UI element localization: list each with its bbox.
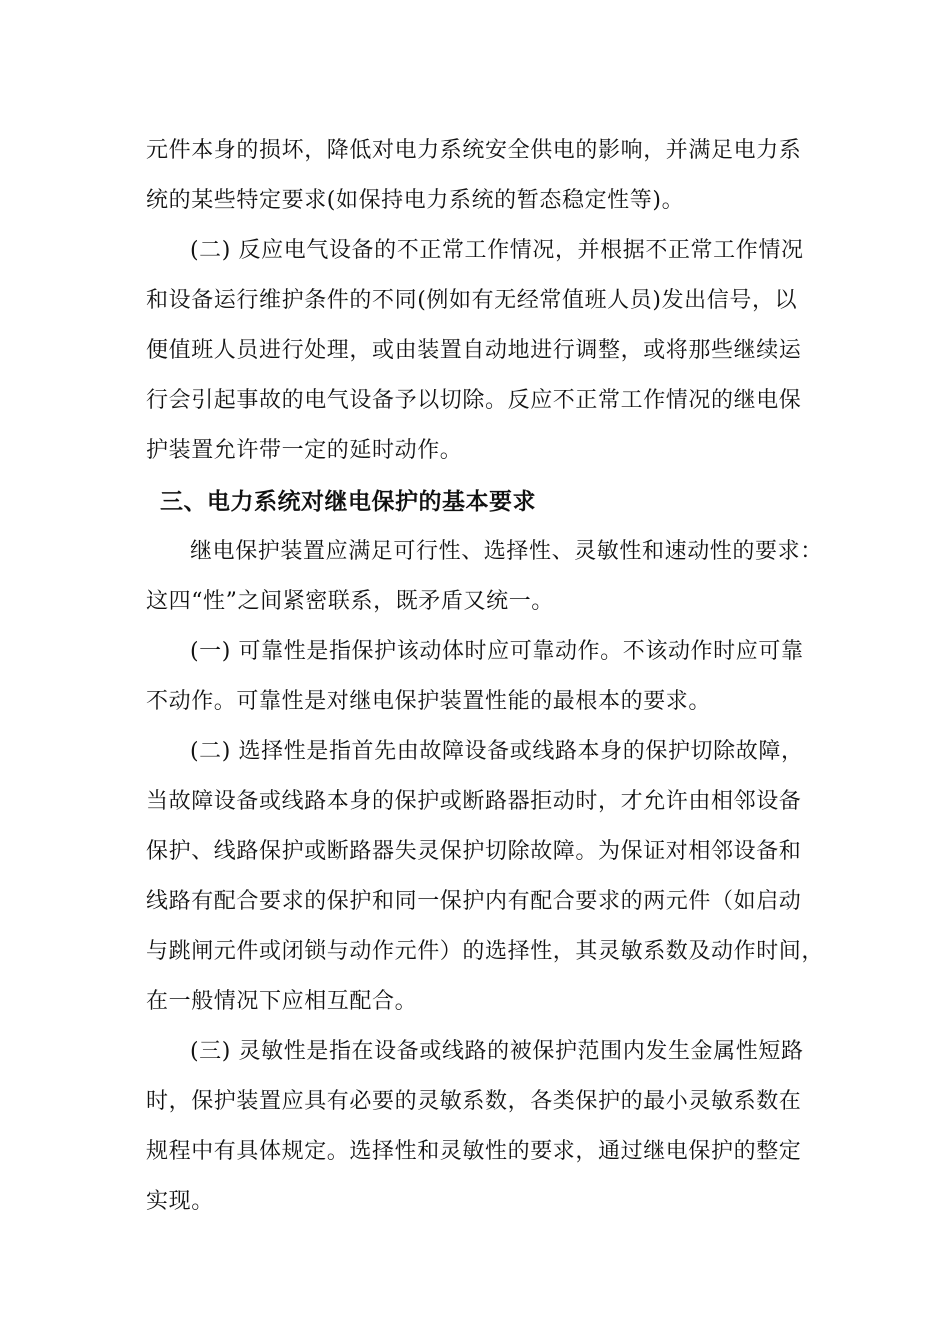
text-line: 护装置允许带一定的延时动作。 bbox=[146, 438, 463, 463]
paragraph-start-line: (三) 灵敏性是指在设备或线路的被保护范围内发生金属性短路 bbox=[190, 1039, 804, 1064]
text-line: 时，保护装置应具有必要的灵敏系数，各类保护的最小灵敏系数在 bbox=[146, 1089, 802, 1114]
text-line: 统的某些特定要求(如保持电力系统的暂态稳定性等)。 bbox=[146, 188, 685, 213]
paragraph-start-line: (二) 反应电气设备的不正常工作情况，并根据不正常工作情况 bbox=[190, 238, 804, 263]
text-line: 线路有配合要求的保护和同一保护内有配合要求的两元件（如启动 bbox=[146, 889, 802, 914]
text-line: 当故障设备或线路本身的保护或断路器拒动时，才允许由相邻设备 bbox=[146, 789, 802, 814]
paragraph-start-line: 继电保护装置应满足可行性、选择性、灵敏性和速动性的要求： bbox=[190, 539, 823, 564]
text-line: 和设备运行维护条件的不同(例如有无经常值班人员)发出信号，以 bbox=[146, 288, 798, 313]
text-line: 元件本身的损坏，降低对电力系统安全供电的影响，并满足电力系 bbox=[146, 138, 802, 163]
text-line: 规程中有具体规定。选择性和灵敏性的要求，通过继电保护的整定 bbox=[146, 1139, 802, 1164]
section-heading: 三、电力系统对继电保护的基本要求 bbox=[160, 489, 536, 515]
text-line: 便值班人员进行处理，或由装置自动地进行调整，或将那些继续运 bbox=[146, 338, 802, 363]
text-line: 与跳闸元件或闭锁与动作元件）的选择性，其灵敏系数及动作时间， bbox=[146, 939, 825, 964]
text-line: 在一般情况下应相互配合。 bbox=[146, 989, 418, 1014]
paragraph-start-line: (二) 选择性是指首先由故障设备或线路本身的保护切除故障， bbox=[190, 739, 804, 764]
text-line: 实现。 bbox=[146, 1189, 214, 1214]
text-line: 这四“性”之间紧密联系，既矛盾又统一。 bbox=[146, 589, 554, 614]
paragraph-start-line: (一) 可靠性是指保护该动体时应可靠动作。不该动作时应可靠 bbox=[190, 639, 804, 664]
text-line: 行会引起事故的电气设备予以切除。反应不正常工作情况的继电保 bbox=[146, 388, 802, 413]
text-line: 不动作。可靠性是对继电保护装置性能的最根本的要求。 bbox=[146, 689, 712, 714]
text-line: 保护、线路保护或断路器失灵保护切除故障。为保证对相邻设备和 bbox=[146, 839, 802, 864]
